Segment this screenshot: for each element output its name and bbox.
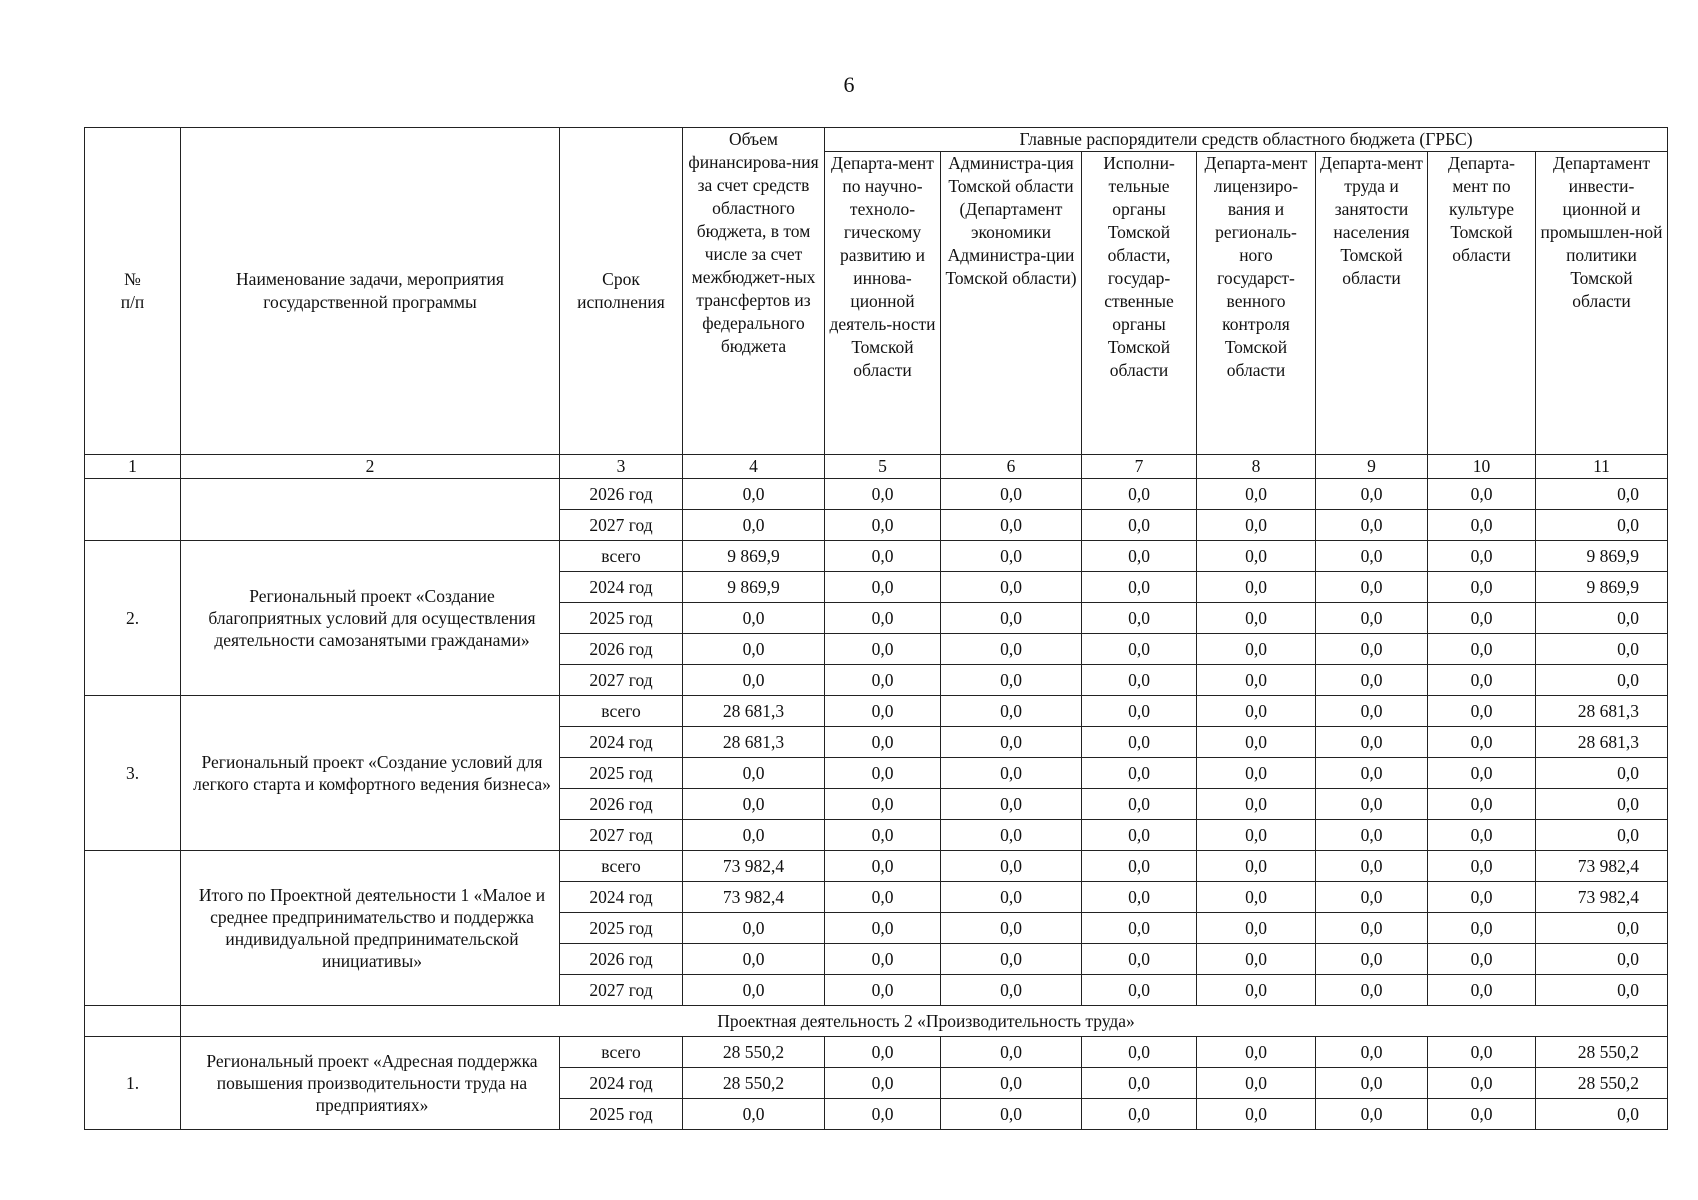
column-number: 4 [683, 455, 825, 479]
value-cell: 0,0 [683, 789, 825, 820]
value-cell: 0,0 [683, 1099, 825, 1130]
value-cell: 0,0 [941, 1037, 1082, 1068]
value-cell: 0,0 [825, 1037, 941, 1068]
value-cell: 0,0 [1316, 510, 1428, 541]
value-cell: 0,0 [1536, 820, 1668, 851]
value-cell: 0,0 [1536, 634, 1668, 665]
value-cell: 0,0 [941, 851, 1082, 882]
value-cell: 0,0 [1316, 603, 1428, 634]
row-term: всего [560, 541, 683, 572]
value-cell: 0,0 [1316, 789, 1428, 820]
value-cell: 0,0 [941, 944, 1082, 975]
value-cell: 0,0 [1316, 882, 1428, 913]
row-term: 2024 год [560, 882, 683, 913]
row-number [85, 479, 181, 541]
row-term: всего [560, 696, 683, 727]
row-term: 2027 год [560, 975, 683, 1006]
header-grbs-dept-labor: Департа-мент труда и занятости населения Томской области [1316, 152, 1428, 455]
table-row [85, 851, 1668, 882]
value-cell: 0,0 [1082, 727, 1197, 758]
row-term: 2025 год [560, 758, 683, 789]
value-cell: 0,0 [1428, 541, 1536, 572]
value-cell: 28 681,3 [683, 727, 825, 758]
value-cell: 0,0 [941, 479, 1082, 510]
value-cell: 0,0 [1428, 851, 1536, 882]
value-cell: 0,0 [1082, 696, 1197, 727]
value-cell: 28 681,3 [1536, 727, 1668, 758]
value-cell: 0,0 [1316, 1099, 1428, 1130]
column-number: 8 [1197, 455, 1316, 479]
value-cell: 0,0 [1316, 1037, 1428, 1068]
value-cell: 0,0 [1316, 665, 1428, 696]
section-title: Проектная деятельность 2 «Производительность труда» [181, 1006, 1668, 1037]
value-cell: 0,0 [941, 913, 1082, 944]
row-term: 2024 год [560, 572, 683, 603]
value-cell: 0,0 [1082, 1068, 1197, 1099]
value-cell: 28 550,2 [1536, 1068, 1668, 1099]
value-cell: 0,0 [1197, 510, 1316, 541]
column-number: 5 [825, 455, 941, 479]
table-row [85, 1037, 1668, 1068]
value-cell: 0,0 [1082, 510, 1197, 541]
value-cell: 0,0 [825, 696, 941, 727]
value-cell: 0,0 [1082, 572, 1197, 603]
value-cell: 0,0 [941, 541, 1082, 572]
row-number [85, 851, 181, 1006]
value-cell: 0,0 [1536, 758, 1668, 789]
value-cell: 0,0 [1197, 851, 1316, 882]
value-cell: 0,0 [1316, 727, 1428, 758]
value-cell: 0,0 [825, 789, 941, 820]
row-term: 2025 год [560, 1099, 683, 1130]
value-cell: 0,0 [941, 634, 1082, 665]
value-cell: 0,0 [825, 758, 941, 789]
value-cell: 0,0 [683, 510, 825, 541]
value-cell: 0,0 [825, 727, 941, 758]
value-cell: 0,0 [825, 820, 941, 851]
value-cell: 0,0 [1082, 789, 1197, 820]
value-cell: 0,0 [1082, 479, 1197, 510]
value-cell: 0,0 [1197, 758, 1316, 789]
value-cell: 0,0 [1536, 789, 1668, 820]
value-cell: 0,0 [1536, 913, 1668, 944]
value-cell: 9 869,9 [1536, 541, 1668, 572]
header-grbs-dept-investment: Департамент инвести-ционной и промышлен-ной политики Томской области [1536, 152, 1668, 455]
value-cell: 0,0 [1428, 510, 1536, 541]
value-cell: 0,0 [941, 789, 1082, 820]
row-name: Региональный проект «Создание условий для легкого старта и комфортного ведения бизнеса» [181, 696, 560, 851]
value-cell: 0,0 [1536, 510, 1668, 541]
value-cell: 0,0 [1428, 882, 1536, 913]
value-cell: 0,0 [1197, 820, 1316, 851]
value-cell: 0,0 [1316, 541, 1428, 572]
row-name [181, 479, 560, 541]
value-cell: 0,0 [1082, 1037, 1197, 1068]
value-cell: 0,0 [1197, 1068, 1316, 1099]
header-grbs-dept-licensing: Департа-мент лицензиро-вания и региональ-ного государст-венного контроля Томской области [1197, 152, 1316, 455]
value-cell: 0,0 [941, 665, 1082, 696]
section-row [85, 1006, 1668, 1037]
column-number: 3 [560, 455, 683, 479]
value-cell: 0,0 [1428, 479, 1536, 510]
table-row [85, 541, 1668, 572]
value-cell: 0,0 [1197, 696, 1316, 727]
value-cell: 0,0 [1197, 727, 1316, 758]
column-number: 9 [1316, 455, 1428, 479]
value-cell: 0,0 [825, 541, 941, 572]
value-cell: 0,0 [1316, 696, 1428, 727]
value-cell: 0,0 [1428, 1099, 1536, 1130]
value-cell: 0,0 [1428, 572, 1536, 603]
column-number: 11 [1536, 455, 1668, 479]
value-cell: 28 550,2 [683, 1068, 825, 1099]
value-cell: 0,0 [941, 727, 1082, 758]
value-cell: 0,0 [1536, 975, 1668, 1006]
value-cell: 0,0 [1082, 913, 1197, 944]
value-cell: 0,0 [1082, 944, 1197, 975]
value-cell: 0,0 [1197, 1099, 1316, 1130]
row-term: 2024 год [560, 727, 683, 758]
value-cell: 0,0 [683, 603, 825, 634]
page-number: 6 [843, 72, 855, 97]
value-cell: 28 550,2 [683, 1037, 825, 1068]
header-grbs-title: Главные распорядители средств областного бюджета (ГРБС) [825, 128, 1668, 152]
header-name: Наименование задачи, мероприятия государственной программы [181, 128, 560, 455]
value-cell: 0,0 [825, 572, 941, 603]
value-cell: 0,0 [1197, 1037, 1316, 1068]
value-cell: 0,0 [683, 665, 825, 696]
value-cell: 0,0 [941, 1068, 1082, 1099]
value-cell: 0,0 [1197, 913, 1316, 944]
value-cell: 0,0 [1536, 603, 1668, 634]
value-cell: 0,0 [941, 603, 1082, 634]
value-cell: 0,0 [825, 851, 941, 882]
value-cell: 0,0 [1316, 1068, 1428, 1099]
value-cell: 0,0 [825, 1068, 941, 1099]
value-cell: 73 982,4 [683, 851, 825, 882]
header-grbs-dept-culture: Департа-мент по культуре Томской области [1428, 152, 1536, 455]
value-cell: 0,0 [1197, 975, 1316, 1006]
value-cell: 0,0 [825, 603, 941, 634]
value-cell: 0,0 [1082, 820, 1197, 851]
value-cell: 0,0 [1428, 758, 1536, 789]
value-cell: 0,0 [1428, 634, 1536, 665]
row-term: всего [560, 1037, 683, 1068]
value-cell: 0,0 [1428, 696, 1536, 727]
value-cell: 0,0 [825, 1099, 941, 1130]
value-cell: 0,0 [1082, 758, 1197, 789]
value-cell: 0,0 [1197, 789, 1316, 820]
value-cell: 0,0 [941, 758, 1082, 789]
value-cell: 0,0 [1428, 603, 1536, 634]
value-cell: 0,0 [1197, 572, 1316, 603]
value-cell: 0,0 [1082, 634, 1197, 665]
value-cell: 0,0 [1082, 603, 1197, 634]
header-row-1 [85, 128, 1668, 152]
value-cell: 0,0 [941, 882, 1082, 913]
header-grbs-administration: Администра-ция Томской области (Департамент экономики Администра-ции Томской области) [941, 152, 1082, 455]
section-number-cell [85, 1006, 181, 1037]
column-number: 10 [1428, 455, 1536, 479]
value-cell: 0,0 [1428, 944, 1536, 975]
row-number: 3. [85, 696, 181, 851]
value-cell: 0,0 [1316, 634, 1428, 665]
value-cell: 9 869,9 [1536, 572, 1668, 603]
value-cell: 0,0 [825, 913, 941, 944]
row-number: 1. [85, 1037, 181, 1130]
value-cell: 0,0 [941, 572, 1082, 603]
column-numbers-row [85, 455, 1668, 479]
row-term: 2026 год [560, 634, 683, 665]
value-cell: 28 681,3 [1536, 696, 1668, 727]
value-cell: 0,0 [1428, 665, 1536, 696]
row-term: 2026 год [560, 944, 683, 975]
value-cell: 0,0 [1536, 944, 1668, 975]
value-cell: 0,0 [1536, 665, 1668, 696]
row-term: всего [560, 851, 683, 882]
value-cell: 0,0 [1197, 603, 1316, 634]
row-name: Итого по Проектной деятельности 1 «Малое и среднее предпринимательство и поддержка индивидуальной предпринимательской инициативы» [181, 851, 560, 1006]
header-number: № п/п [85, 128, 181, 455]
value-cell: 0,0 [1082, 882, 1197, 913]
value-cell: 0,0 [1316, 758, 1428, 789]
value-cell: 0,0 [1197, 634, 1316, 665]
column-number: 6 [941, 455, 1082, 479]
value-cell: 0,0 [825, 944, 941, 975]
value-cell: 0,0 [1428, 727, 1536, 758]
value-cell: 0,0 [941, 820, 1082, 851]
header-grbs-executive-bodies: Исполни-тельные органы Томской области, государ-ственные органы Томской области [1082, 152, 1197, 455]
value-cell: 0,0 [1316, 975, 1428, 1006]
value-cell: 0,0 [1082, 541, 1197, 572]
value-cell: 0,0 [1316, 820, 1428, 851]
row-name: Региональный проект «Адресная поддержка повышения производительности труда на предприятиях» [181, 1037, 560, 1130]
value-cell: 0,0 [941, 510, 1082, 541]
value-cell: 0,0 [1197, 665, 1316, 696]
row-term: 2027 год [560, 665, 683, 696]
value-cell: 0,0 [1082, 665, 1197, 696]
value-cell: 0,0 [1428, 1037, 1536, 1068]
column-number: 2 [181, 455, 560, 479]
header-volume: Объем финансирова-ния за счет средств областного бюджета, в том числе за счет межбюджет-ных трансфертов из федерального бюджета [683, 128, 825, 455]
value-cell: 0,0 [941, 696, 1082, 727]
value-cell: 0,0 [941, 975, 1082, 1006]
value-cell: 0,0 [1197, 944, 1316, 975]
budget-table [84, 127, 1668, 1130]
value-cell: 28 681,3 [683, 696, 825, 727]
value-cell: 0,0 [1316, 913, 1428, 944]
header-grbs-dept-science: Департа-мент по научно-техноло-гическому развитию и иннова-ционной деятель-ности Томской области [825, 152, 941, 455]
value-cell: 0,0 [825, 479, 941, 510]
value-cell: 0,0 [1082, 975, 1197, 1006]
value-cell: 0,0 [1428, 913, 1536, 944]
value-cell: 0,0 [683, 758, 825, 789]
value-cell: 0,0 [1536, 1099, 1668, 1130]
value-cell: 0,0 [1197, 541, 1316, 572]
value-cell: 0,0 [825, 882, 941, 913]
row-term: 2026 год [560, 789, 683, 820]
table-row [85, 479, 1668, 510]
table-body [85, 479, 1668, 1130]
value-cell: 0,0 [1428, 1068, 1536, 1099]
value-cell: 0,0 [825, 634, 941, 665]
value-cell: 73 982,4 [1536, 851, 1668, 882]
header-term: Срок исполнения [560, 128, 683, 455]
value-cell: 0,0 [683, 634, 825, 665]
value-cell: 0,0 [825, 665, 941, 696]
value-cell: 0,0 [683, 913, 825, 944]
row-term: 2026 год [560, 479, 683, 510]
row-term: 2025 год [560, 913, 683, 944]
row-term: 2027 год [560, 510, 683, 541]
value-cell: 28 550,2 [1536, 1037, 1668, 1068]
value-cell: 0,0 [1316, 572, 1428, 603]
value-cell: 0,0 [1428, 975, 1536, 1006]
value-cell: 9 869,9 [683, 541, 825, 572]
table-row [85, 696, 1668, 727]
value-cell: 0,0 [1428, 820, 1536, 851]
value-cell: 0,0 [941, 1099, 1082, 1130]
row-term: 2025 год [560, 603, 683, 634]
value-cell: 0,0 [683, 820, 825, 851]
value-cell: 0,0 [1197, 479, 1316, 510]
value-cell: 0,0 [683, 975, 825, 1006]
value-cell: 0,0 [683, 944, 825, 975]
column-number: 1 [85, 455, 181, 479]
value-cell: 0,0 [1197, 882, 1316, 913]
value-cell: 0,0 [1428, 789, 1536, 820]
value-cell: 0,0 [1316, 479, 1428, 510]
row-number: 2. [85, 541, 181, 696]
row-term: 2024 год [560, 1068, 683, 1099]
value-cell: 0,0 [1316, 851, 1428, 882]
value-cell: 73 982,4 [683, 882, 825, 913]
value-cell: 0,0 [1082, 1099, 1197, 1130]
value-cell: 0,0 [1316, 944, 1428, 975]
column-number: 7 [1082, 455, 1197, 479]
row-name: Региональный проект «Создание благоприятных условий для осуществления деятельности самозанятыми гражданами» [181, 541, 560, 696]
value-cell: 9 869,9 [683, 572, 825, 603]
value-cell: 0,0 [825, 975, 941, 1006]
value-cell: 0,0 [825, 510, 941, 541]
value-cell: 73 982,4 [1536, 882, 1668, 913]
value-cell: 0,0 [1082, 851, 1197, 882]
value-cell: 0,0 [1536, 479, 1668, 510]
row-term: 2027 год [560, 820, 683, 851]
value-cell: 0,0 [683, 479, 825, 510]
